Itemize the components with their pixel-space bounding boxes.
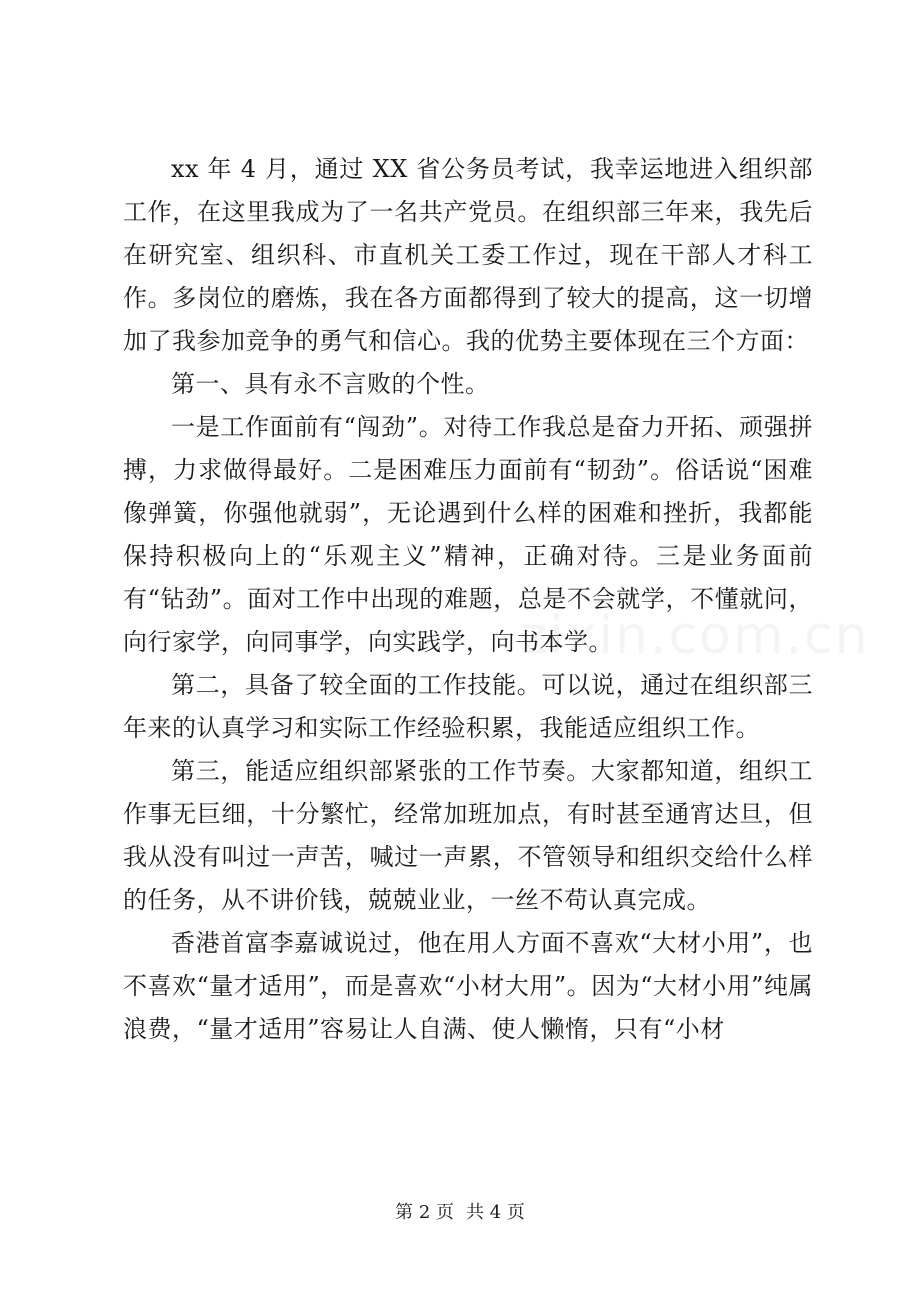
paragraph-first-detail: 一是工作面前有“闯劲”。对待工作我总是奋力开拓、顽强拼搏，力求做得最好。二是困难压力面前有“韧劲”。俗话说“困难像弹簧，你强他就弱”，无论遇到什么样的困难和挫折，我都能保持积极向上的“乐观主义”精神，正确对待。三是业务面前有“钻劲”。面对工作中出现的难题，总是不会就学，不懂就问，向行家学，向同事学，向实践学，向书本学。: [123, 413, 813, 656]
paragraph-third: 第三，能适应组织部紧张的工作节奏。大家都知道，组织工作事无巨细，十分繁忙，经常加班加点，有时甚至通宵达旦，但我从没有叫过一声苦，喊过一声累，不管领导和组织交给什么样的任务，从不讲价钱，兢兢业业，一丝不苟认真完成。: [123, 757, 813, 914]
page-total: 共 4 页: [466, 1202, 525, 1223]
watermark: zixin.com.cn: [520, 606, 870, 666]
page-number: 第 2 页: [395, 1202, 454, 1223]
paragraph-intro: xx 年 4 月，通过 XX 省公务员考试，我幸运地进入组织部工作，在这里我成为了一名共产党员。在组织部三年来，我先后在研究室、组织科、市直机关工委工作过，现在干部人才科工作。多岗位的磨炼，我在各方面都得到了较大的提高，这一切增加了我参加竞争的勇气和信心。我的优势主要体现在三个方面：: [123, 155, 813, 355]
page-footer: [0, 1198, 920, 1224]
paragraph-first-heading: 第一、具有永不言败的个性。: [171, 370, 490, 398]
document-body: [123, 148, 813, 1051]
paragraph-li-jiacheng: 香港首富李嘉诚说过，他在用人方面不喜欢“大材小用”，也不喜欢“量才适用”，而是喜欢“小材大用”。因为“大材小用”纯属浪费，“量才适用”容易让人自满、使人懒惰，只有“小材: [123, 929, 813, 1043]
paragraph-second: 第二，具备了较全面的工作技能。可以说，通过在组织部三年来的认真学习和实际工作经验积累，我能适应组织工作。: [123, 671, 813, 742]
